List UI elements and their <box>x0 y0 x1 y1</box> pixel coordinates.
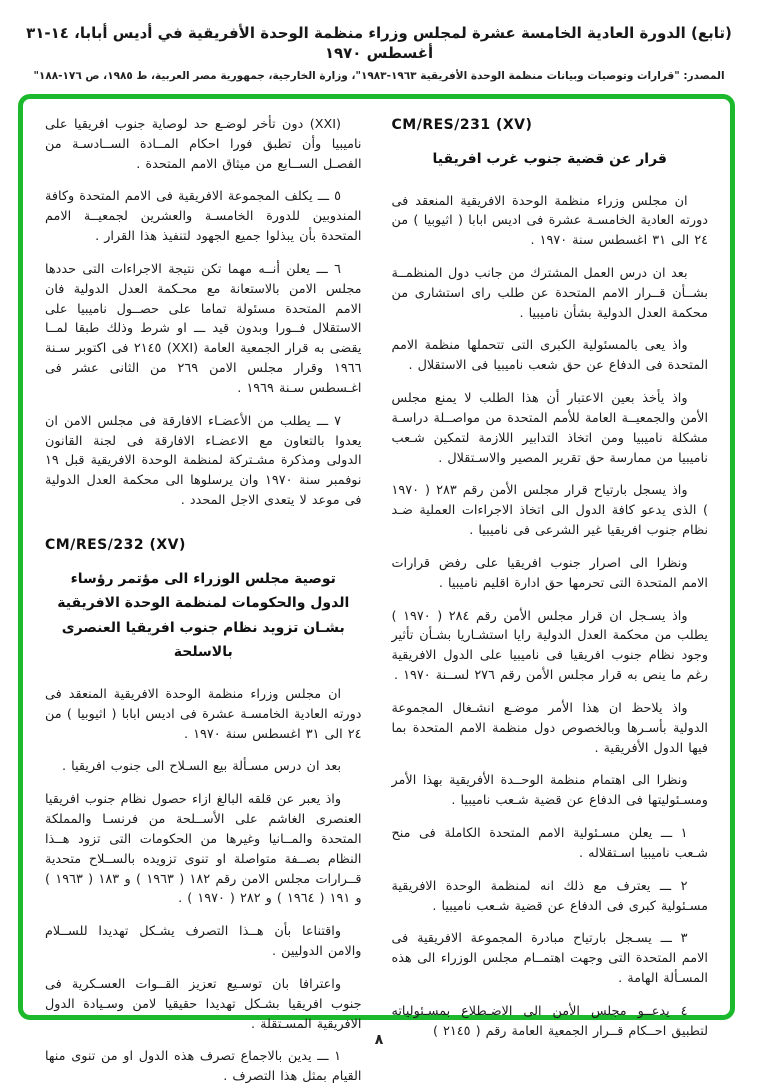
paragraph: واقتناعا بأن هــذا التصرف يشـكل تهديدا للســلام والامن الدوليين . <box>45 924 362 960</box>
paragraph: بعد ان درس مسـألة بيع السـلاح الى جنوب افريقيا . <box>61 759 342 775</box>
resolution-title-232: توصية مجلس الوزراء الى مؤتمر رؤساء الدول والحكومات لمنظمة الوحدة الافريقية بشـان تزويد نظام جنوب افريقيا العنصرى بالاسلحة <box>57 570 350 661</box>
paragraph: واذ يسجل بارتياح قرار مجلس الأمن رقم ٢٨٣ ( ١٩٧٠ ) الذى يدعو كافة الدول الى اتخاذ الاجراءات العملية ضـد نظام جنوب افريقيا غير الشرعى فى ناميبيا . <box>391 483 708 539</box>
page-header <box>0 24 758 82</box>
resolution-title-231: قرار عن قضية جنوب غرب افريقيا <box>432 151 667 167</box>
session-title: (تابع) الدورة العادية الخامسة عشرة لمجلس وزراء منظمة الوحدة الأفريقية في أديس أبابا، ١٤-٣١ أغسطس ١٩٧٠ <box>26 24 732 62</box>
paragraph: واذ يعى بالمسئولية الكبرى التى تتحملها منظمة الامم المتحدة فى الدفاع عن حق شعب ناميبيا فى الاستقلال . <box>391 338 708 374</box>
numbered-item: ٢ ـــ يعترف مع ذلك انه لمنظمة الوحدة الافريقية مسـئولية كبرى فى الدفاع عن قضية شـعب ناميبيا . <box>391 878 708 914</box>
numbered-item: ٥ ـــ يكلف المجموعة الافريقية فى الامم المتحدة وكافة المندوبين للدورة الخامسـة والعشرين لجمعيــة الامم المتحدة بأن يبذلوا جميع الجهود لتنفيذ هذا القرار . <box>45 189 362 245</box>
paragraph: ان مجلس وزراء منظمة الوحدة الافريقية المنعقد فى دورته العادية الخامسـة عشرة فى اديس ابابا ( اثيوبيا ) من ٢٤ الى ٣١ اغسطس سنة ١٩٧٠ . <box>391 193 708 249</box>
page-number: ٨ <box>374 1032 384 1048</box>
numbered-item: ٦ ـــ يعلن أنــه مهما تكن نتيجة الاجراءات التى حددها مجلس الامن بالاستعانة مع محـكمة العدل الدولية فان الامم المتحدة مسئولة تماما على حصــول ناميبيا على الاستقلال فــورا وبدون قيد ـــ او شرط وذلك طبقا لمــا يقضى به قرار الجمعية العامة (XXI) ٢١٤٥ فى اكتوبر سـنة ١٩٦٦ وقرار مجلس الامن ٢٦٩ من الثانى عشر فى اغـسطس سـنة ١٩٦٩ . <box>45 261 362 396</box>
paragraph: واذ يعبر عن قلقه البالغ ازاء حصول نظام جنوب افريقيا العنصرى الغاشم على الأســلحة من فرنسـا والمملكة المتحدة والمــانيا وغيرها من الحكومات التى تزود هــذا النظام بصــفة متواصلة او تنوى تزويده بالســلاح متحدية قــرارات مجلس الامن رقم ١٨٢ ( ١٩٦٣ ) و ١٨٣ ( ١٩٦٣ ) و ١٩١ ( ١٩٦٤ ) و ٢٨٢ ( ١٩٧٠ ) . <box>45 792 362 907</box>
resolution-code-232: CM/RES/232 (XV) <box>45 536 186 553</box>
numbered-item: ٧ ـــ يطلب من الأعضـاء الافارقة فى مجلس الامن ان يعدوا بالتعاون مع الاعضـاء الافارقة فى لجنة القانون الدولى ومذكرة مشـتركة لمنظمة الوحدة الافريقية قبل ١٩ نوفمبر سنة ١٩٧٠ وان يرسلوها الى محكمة العدل الدولية فى موعد لا يتعدى الاجل المحدد . <box>45 413 362 509</box>
numbered-item: ١ ـــ يعلن مسـئولية الامم المتحدة الكاملة فى منح شـعب ناميبيا اسـتقلاله . <box>391 826 708 861</box>
paragraph: واذ يسـجل ان قرار مجلس الأمن رقم ٢٨٤ ( ١٩٧٠ ) يطلب من محكمة العدل الدولية رايا استشـاريا بشـأن تأثير وجود نظام جنوب افريقيا فى ناميبيا على الدول الافريقية رغم ما ينص به قرار مجلس الأمن رقم ٢٧٦ لســنة ١٩٧٠ . <box>391 608 708 684</box>
numbered-item: ٤ يدعــو مجلس الأمن الى الاضـطلاع بمسـئولياته لتطبيق احــكام قــرار الجمعية العامة رقم ( ٢١٤٥ ) <box>391 1003 708 1039</box>
paragraph: واذ يلاحظ ان هذا الأمر موضـع انشـغال المجموعة الدولية بأسـرها وبالخصوص دول منظمة الامم المتحدة بما فيها الدول الأفريقية . <box>391 700 708 756</box>
numbered-item: ١ ـــ يدين بالاجماع تصرف هذه الدول او من تنوى منها القيام بمثل هذا التصرف . <box>45 1049 362 1085</box>
content-frame <box>18 94 735 1085</box>
paragraph: ونظرا الى اصرار جنوب افريقيا على رفض قرارات الامم المتحدة التى تحرمها حق ادارة اقليم ناميبيا . <box>391 555 708 591</box>
numbered-item: ٣ ـــ يسـجل بارتياح مبادرة المجموعة الافريقية فى الامم المتحدة التى وجهت اهتمــام مجلس الوزراء الى هذه المسـألة الهامة . <box>391 931 708 986</box>
source-line: المصدر: "قرارات وتوصيات وبيانات منظمة الوحدة الأفريقية ١٩٦٣-١٩٨٣"، وزارة الخارجية، جمهورية مصر العربية، ط ١٩٨٥، ص ١٧٦-١٨٨" <box>33 70 725 82</box>
paragraph: ان مجلس وزراء منظمة الوحدة الافريقية المنعقد فى دورته العادية الخامسـة عشرة فى اديس ابابا ( اثيوبيا ) من ٢٤ الى ٣١ اغسطس سنة ١٩٧٠ . <box>45 686 362 742</box>
paragraph: واعترافا بان توسـيع تعزيز القــوات العسـكرية فى جنوب افريقيا بشـكل تهديدا حقيقيا لامن وسـيادة الدول الافريقية المسـتقلة . <box>45 976 362 1032</box>
paragraph: بعد ان درس العمل المشترك من جانب دول المنظمــة بشــأن قــرار الامم المتحدة عن طلب راى استشارى من محكمة العدل الدولية بشأن ناميبيا . <box>391 265 708 321</box>
column-right <box>391 115 709 1039</box>
two-column-layout <box>45 115 708 1085</box>
column-left <box>45 115 362 1085</box>
paragraph: واذ يأخذ بعين الاعتبار أن هذا الطلب لا يمنع مجلس الأمن والجمعيــة العامة للأمم المتحدة من مواصــلة دراسـة مشكلة ناميبيا ومن اتخاذ التدابير اللازمة لتمكين شـعب ناميبيا من ممارسة حق تقرير المصير والاسـتقلال . <box>391 391 708 466</box>
paragraph: ونظرا الى اهتمام منظمة الوحــدة الأفريقية بهذا الأمر ومسـئوليتها فى الدفاع عن قضية شـعب ناميبيا . <box>391 773 708 809</box>
resolution-code-231: CM/RES/231 (XV) <box>391 117 533 133</box>
paragraph: (XXI) دون تأخر لوضـع حد لوصاية جنوب افريقيا على ناميبيا وأن تطبق فورا احكام المــادة الســادسـة من الفصـل الســابع من ميثاق الامم المتحدة . <box>45 117 362 172</box>
